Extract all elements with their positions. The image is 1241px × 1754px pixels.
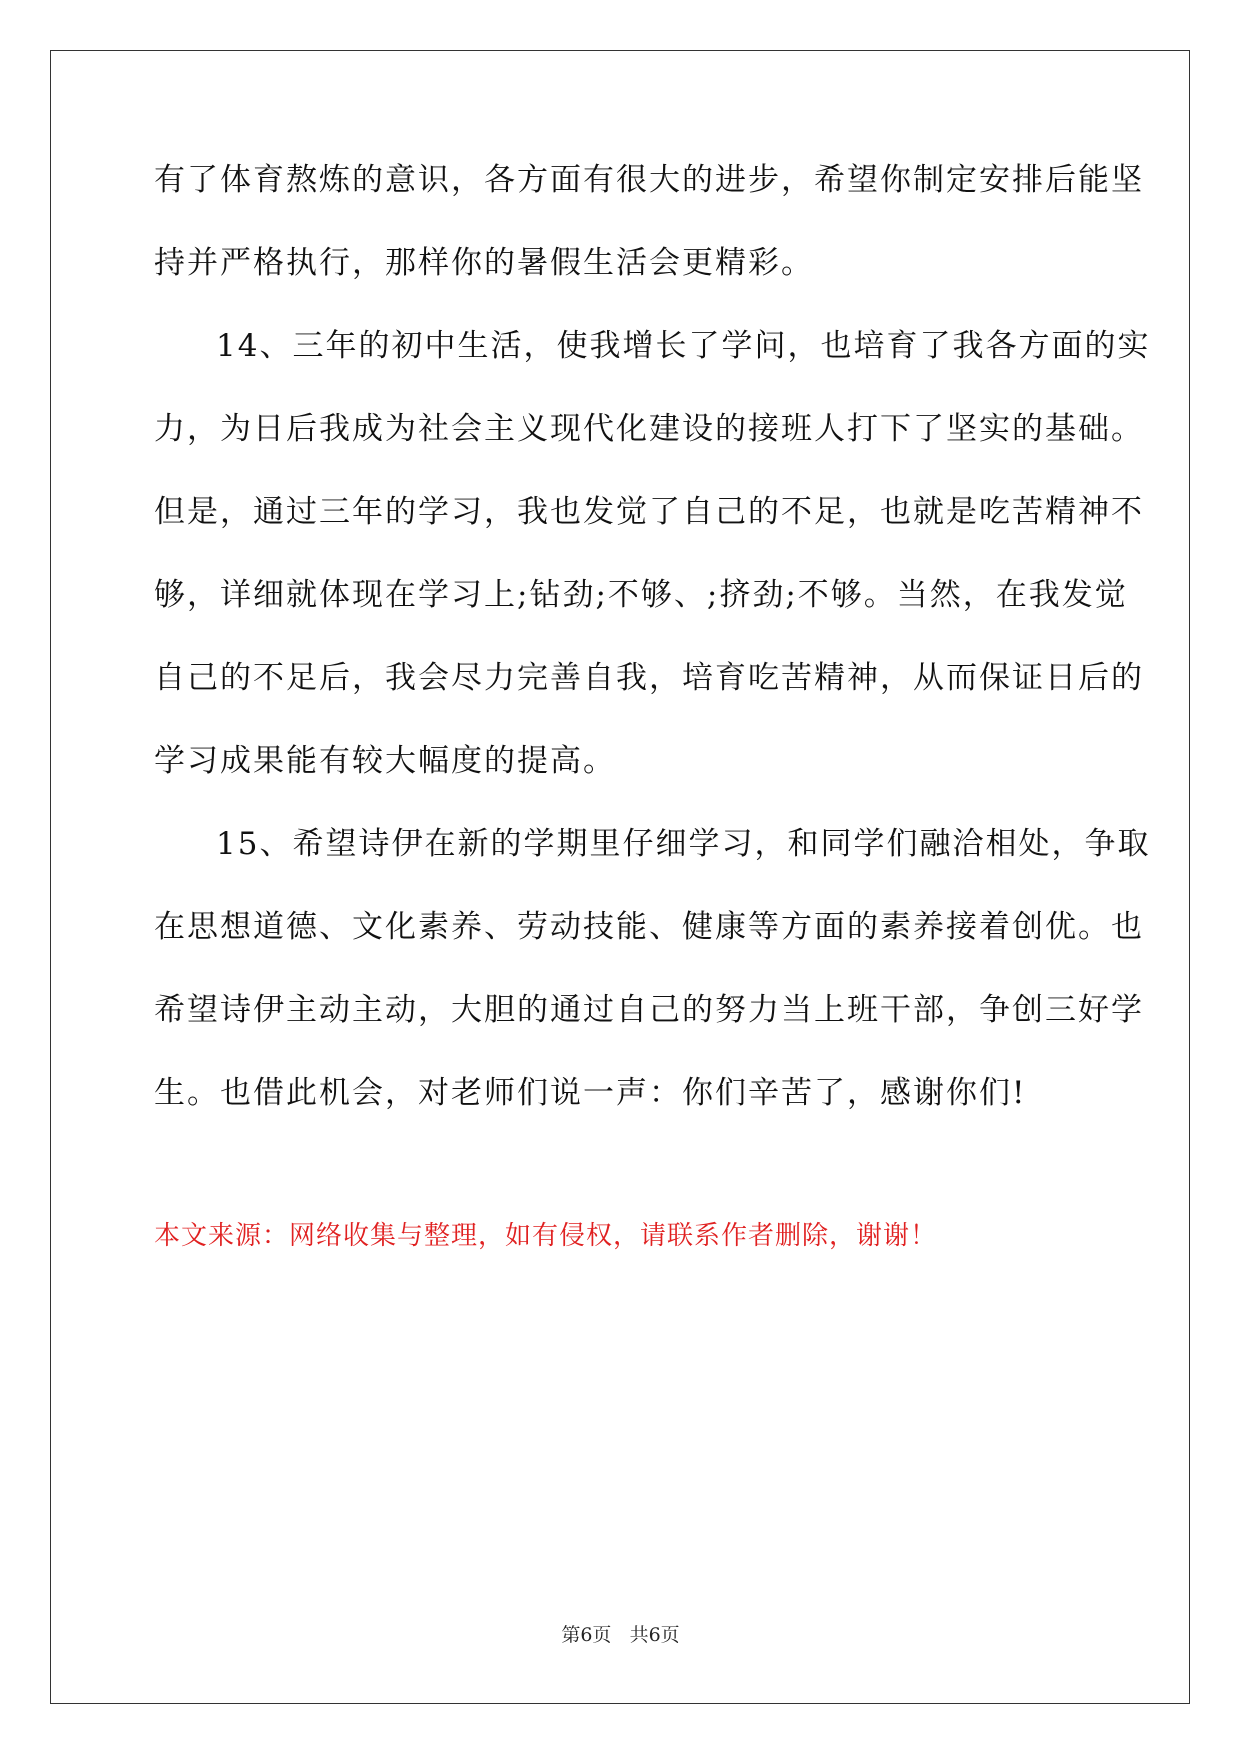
page-footer <box>0 1622 1241 1648</box>
text-line: 有了体育熬炼的意识，各方面有很大的进步，希望你制定安排后能坚 <box>154 162 1144 198</box>
text-line: 希望诗伊主动主动，大胆的通过自己的努力当上班干部，争创三好学 <box>154 992 1144 1028</box>
text-line: 持并严格执行，那样你的暑假生活会更精彩。 <box>154 245 814 281</box>
document-body <box>154 160 1151 1156</box>
text-line: 在思想道德、文化素养、劳动技能、健康等方面的素养接着创优。也 <box>154 909 1144 945</box>
text-line: 生。也借此机会，对老师们说一声：你们辛苦了，感谢你们! <box>154 1075 1027 1111</box>
text-line: 自己的不足后，我会尽力完善自我，培育吃苦精神，从而保证日后的 <box>154 660 1144 696</box>
text-line: 力，为日后我成为社会主义现代化建设的接班人打下了坚实的基础。 <box>154 411 1144 447</box>
source-note: 本文来源：网络收集与整理，如有侵权，请联系作者删除，谢谢！ <box>154 1221 938 1251</box>
text-line: 但是，通过三年的学习，我也发觉了自己的不足，也就是吃苦精神不 <box>154 494 1144 530</box>
text-line: 学习成果能有较大幅度的提高。 <box>154 743 616 779</box>
text-line: 14、三年的初中生活，使我增长了学问，也培育了我各方面的实 <box>216 328 1151 364</box>
page-total: 共6页 <box>629 1624 680 1646</box>
text-line: 15、希望诗伊在新的学期里仔细学习，和同学们融洽相处，争取 <box>216 826 1151 862</box>
text-line: 够，详细就体现在学习上;钻劲;不够、;挤劲;不够。当然，在我发觉 <box>154 577 1128 613</box>
page-number: 第6页 <box>561 1624 612 1646</box>
